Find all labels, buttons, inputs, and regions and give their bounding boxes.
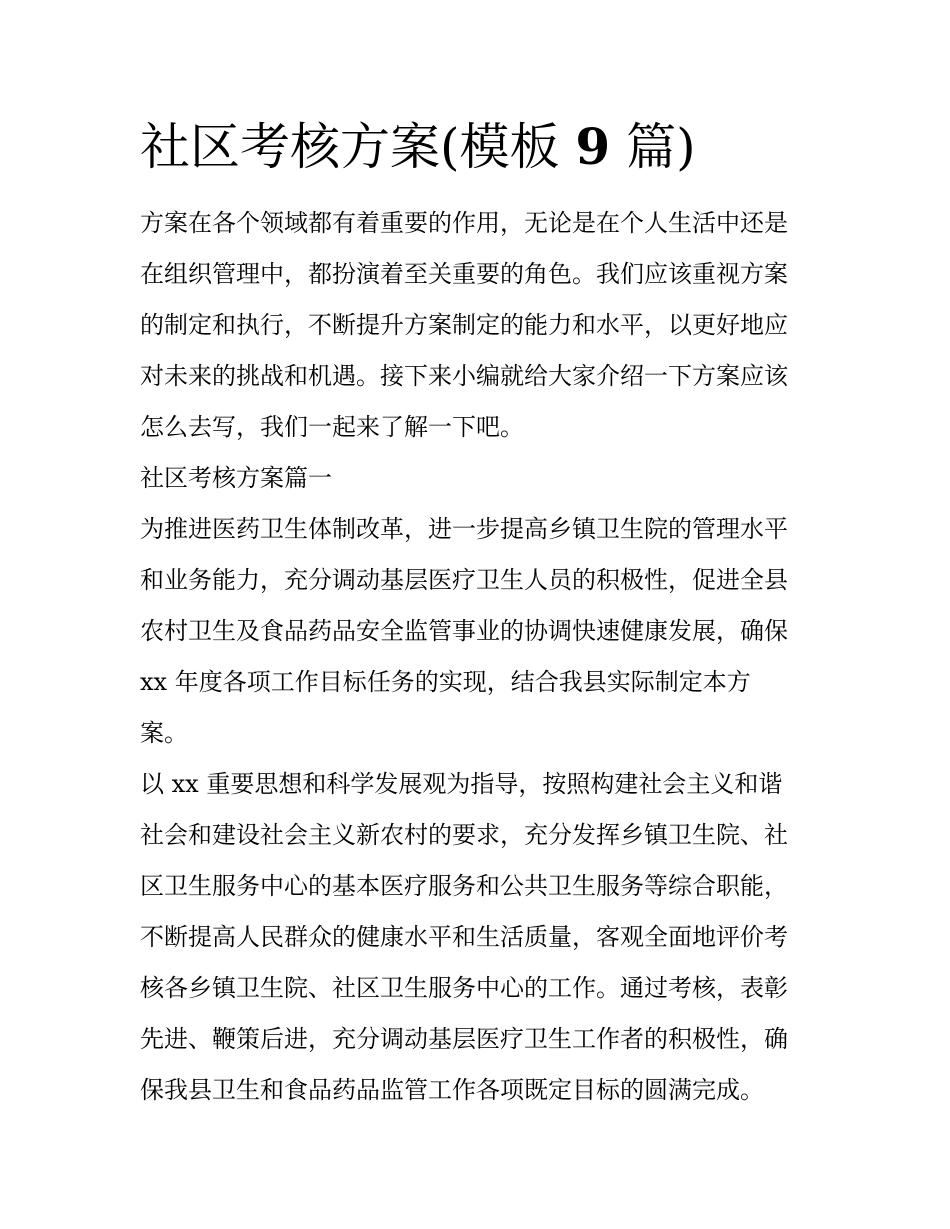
paragraph-2-line: 社会和建设社会主义新农村的要求，充分发挥乡镇卫生院、社 (140, 821, 788, 849)
intro-line: 对未来的挑战和机遇。接下来小编就给大家介绍一下方案应该 (140, 362, 788, 390)
paragraph-1-line: 案。 (140, 719, 188, 747)
paragraph-2-line: 核各乡镇卫生院、社区卫生服务中心的工作。通过考核，表彰 (140, 974, 788, 1002)
paragraph-1-line: xx 年度各项工作目标任务的实现，结合我县实际制定本方 (140, 668, 751, 696)
intro-line: 的制定和执行，不断提升方案制定的能力和水平，以更好地应 (140, 311, 788, 339)
paragraph-2-line: 不断提高人民群众的健康水平和生活质量，客观全面地评价考 (140, 923, 788, 951)
intro-line: 怎么去写，我们一起来了解一下吧。 (140, 413, 524, 441)
title-text: 社区考核方案(模板 (140, 118, 576, 176)
intro-line: 方案在各个领域都有着重要的作用，无论是在个人生活中还是 (140, 209, 788, 237)
paragraph-2-line: 先进、鞭策后进，充分调动基层医疗卫生工作者的积极性，确 (140, 1025, 788, 1053)
document-title (140, 112, 812, 182)
paragraph-2 (140, 759, 812, 1116)
paragraph-2-line: 区卫生服务中心的基本医疗服务和公共卫生服务等综合职能， (140, 872, 788, 900)
title-number: 9 (575, 117, 611, 176)
paragraph-2-line: 以 xx 重要思想和科学发展观为指导，按照构建社会主义和谐 (140, 770, 783, 798)
paragraph-1 (140, 504, 812, 759)
intro-paragraph (140, 198, 812, 453)
paragraph-1-line: 农村卫生及食品药品安全监管事业的协调快速健康发展，确保 (140, 617, 788, 645)
title-suffix: 篇) (610, 118, 696, 176)
paragraph-1-line: 和业务能力，充分调动基层医疗卫生人员的积极性，促进全县 (140, 566, 788, 594)
paragraph-1-line: 为推进医药卫生体制改革，进一步提高乡镇卫生院的管理水平 (140, 515, 788, 543)
intro-line: 在组织管理中，都扮演着至关重要的角色。我们应该重视方案 (140, 260, 788, 288)
section-heading: 社区考核方案篇一 (140, 464, 332, 492)
paragraph-2-line: 保我县卫生和食品药品监管工作各项既定目标的圆满完成。 (140, 1076, 764, 1104)
document-content (140, 112, 812, 1116)
